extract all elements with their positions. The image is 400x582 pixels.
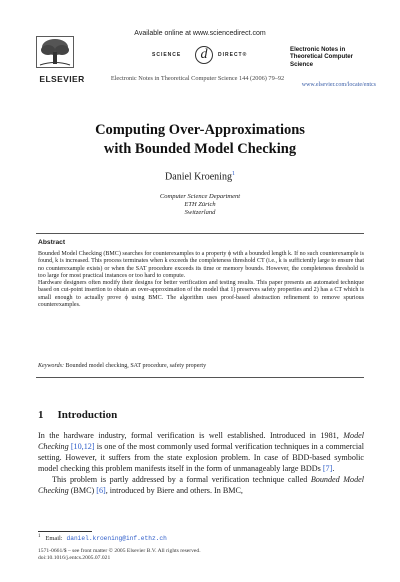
sd-left-word: SCIENCE <box>152 52 182 58</box>
paper-title <box>0 121 400 158</box>
title-line-1: Computing Over-Approximations <box>95 122 305 138</box>
publisher-name: ELSEVIER <box>39 74 85 84</box>
sd-circle-mark: d <box>195 46 213 64</box>
text-run: This problem is partly addressed by a formal verification technique called <box>52 475 311 485</box>
text-run: In the hardware industry, formal verification is well established. Introduced in 1981, <box>38 431 344 440</box>
footnote-label: Email: <box>45 535 63 543</box>
body-paragraph-2 <box>38 474 364 496</box>
affiliation-line: Computer Science Department <box>159 193 241 200</box>
section-title: Introduction <box>57 409 118 421</box>
abstract-body <box>38 251 364 309</box>
keywords <box>38 363 364 369</box>
affiliation <box>0 193 400 217</box>
text-run: (BMC) <box>68 486 97 496</box>
footnote-mark: 1 <box>38 534 41 539</box>
section-body <box>38 430 364 497</box>
citation-link[interactable]: [10,12] <box>70 442 95 452</box>
keywords-list: Bounded model checking, SAT procedure, safety property <box>65 363 207 369</box>
sd-right-word: DIRECT® <box>218 52 248 58</box>
abstract-paragraph: Hardware designers often modify their designs for better verification and testing results. This paper presents an automated technique based on cut-point insertion to obtain an over-approximation of the model that 1) preserves safety properties and 2) has a CT which is small enough to actually prove ϕ using BMC. The algorithm uses proof-based abstraction refinement to remove spurious counterexamples. <box>38 280 364 309</box>
footnote <box>38 534 167 542</box>
email-link[interactable]: daniel.kroening@inf.ethz.ch <box>66 535 167 543</box>
text-run: , introduced by Biere and others. In BMC, <box>105 486 243 496</box>
copyright-line: 1571-0661/$ – see front matter © 2005 Elsevier B.V. All rights reserved. <box>38 548 201 554</box>
sciencedirect-logo <box>152 46 262 64</box>
body-paragraph-1 <box>38 430 364 474</box>
author-name: Daniel Kroening <box>165 171 232 183</box>
author-footnote-link[interactable]: 1 <box>231 171 235 177</box>
emphasis-text: Bounded Model Checking <box>38 475 365 496</box>
text-run: . <box>332 464 335 474</box>
journal-url-link[interactable]: www.elsevier.com/locate/entcs <box>301 82 376 88</box>
emphasis-text: Model Checking <box>38 431 364 452</box>
elsevier-logo <box>36 36 88 84</box>
abstract-bottom-rule <box>36 377 364 378</box>
section-number: 1 <box>38 409 44 421</box>
title-line-2: with Bounded Model Checking <box>103 140 297 157</box>
citation-link[interactable]: [7] <box>322 464 333 474</box>
elsevier-tree-icon <box>36 36 74 68</box>
page-footer <box>38 548 201 562</box>
abstract-paragraph: Bounded Model Checking (BMC) searches for counterexamples to a property ϕ with a bounded length k. If no such counterexample is found, k is increased. This process terminates when k exceeds the completeness threshold CT (i.e., k is sufficiently large to ensure that no counterexample exists) or when the SAT procedure exceeds its time or memory bounds. However, the completeness threshold is too large for most practical instances or too hard to compute. <box>38 251 364 279</box>
affiliation-line: Switzerland <box>184 209 216 216</box>
footnote-rule <box>38 531 92 532</box>
abstract-top-rule <box>36 233 364 234</box>
text-run: is one of the most commonly used formal verification techniques in a commercial setting. However, it suffers from the state explosion problem. In case of BDD-based symbolic model checking this problem manifests itself in the form of unmanageably large BDDs <box>38 442 364 474</box>
author-line <box>0 171 400 182</box>
abstract-heading: Abstract <box>38 239 66 246</box>
citation-link[interactable]: [6] <box>96 486 106 496</box>
doi-line: doi:10.1016/j.entcs.2005.07.021 <box>38 555 111 562</box>
journal-citation: Electronic Notes in Theoretical Computer Science 144 (2006) 79–92 <box>110 75 285 82</box>
keywords-label: Keywords: <box>38 363 64 369</box>
affiliation-line: ETH Zürich <box>184 201 216 208</box>
journal-name: Electronic Notes in Theoretical Computer Science <box>290 46 353 68</box>
available-online-text: Available online at www.sciencedirect.com <box>134 30 266 37</box>
section-heading <box>38 409 117 421</box>
